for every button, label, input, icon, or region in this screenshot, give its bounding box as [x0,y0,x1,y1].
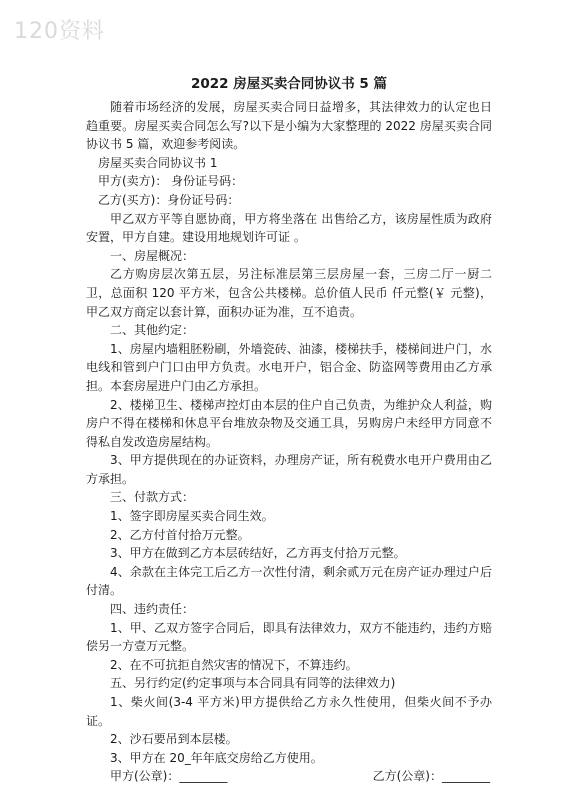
section-2-item-3: 3、甲方提供现在的办证资料，办理房产证，所有税费水电开户费用由乙方承担。 [86,453,492,486]
party-b-line: 乙方(买方)：身份证号码： [98,192,240,207]
section-3-item-3: 3、甲方在做到乙方本层砖结好，乙方再支付拾万元整。 [110,546,406,561]
section-4-item-2: 2、在不可抗拒自然灾害的情况下，不算违约。 [110,657,358,672]
section-5-item-3: 3、甲方在 20_年年底交房给乙方使用。 [110,750,323,765]
section-4-heading: 四、违约责任： [110,602,195,617]
section-5-heading: 五、另行约定(约定事项与本合同具有同等的法律效力) [110,676,396,691]
section-4-item-1: 1、甲、乙双方签字合同后，即具有法律效力，双方不能违约，违约方赔偿另一方壹万元整。 [86,620,492,654]
document-title: 2022 房屋买卖合同协议书 5 篇 [190,76,388,92]
section-3-item-1: 1、签字即房屋买卖合同生效。 [110,509,274,524]
watermark: 120资料 [14,19,105,44]
section-3-item-2: 2、乙方付首付拾万元整。 [110,527,250,542]
section-2-item-1: 1、房屋内墙粗胚粉刷，外墙瓷砖、油漆，楼梯扶手，楼梯间进户门，水电线和管到户门口由甲方负责。水电开户，铝合金、防盗网等费用由乙方承担。本套房屋进户门由乙方承担。 [86,341,492,393]
section-2-heading: 二、其他约定： [110,323,195,338]
section-3-item-4: 4、余款在主体完工后乙方一次性付清，剩余贰万元在房产证办理过户后付清。 [86,564,492,598]
section-5-item-1: 1、柴火间(3-4 平方米)甲方提供给乙方永久性使用，但柴火间不予办证。 [86,695,492,728]
section-2-item-2: 2、楼梯卫生、楼梯声控灯由本层的住户自己负责，为维护众人利益，购房户不得在楼梯和休息平台堆放杂物及交通工具，另购房户未经甲方同意不得私自发改造房屋结构。 [86,397,492,449]
party-b-signature: 乙方(公章)：________ [372,769,490,784]
section-1-paragraph: 乙方购房层次第五层，另注标准层第三层房屋一套，三房二厅一厨二卫，总面积 120 平方米，包含公共楼梯。总价值人民币 仟元整(￥ 元整)，甲乙双方商定以套计算，面积办证为准，互不追责。 [86,267,492,319]
document-body [86,98,492,786]
signature-row [86,767,492,786]
section-1-heading: 一、房屋概况： [110,248,195,263]
section-3-heading: 三、付款方式： [110,490,195,505]
contract-title: 房屋买卖合同协议书 1 [98,155,218,170]
party-a-line: 甲方(卖方)： 身份证号码： [98,174,244,189]
section-5-item-2: 2、沙石要吊到本层楼。 [110,732,238,747]
party-a-signature: 甲方(公章)：________ [110,769,228,784]
intro-paragraph: 随着市场经济的发展，房屋买卖合同日益增多，其法律效力的认定也日趋重要。房屋买卖合同怎么写?以下是小编为大家整理的 2022 房屋买卖合同协议书 5 篇，欢迎参考阅读。 [86,100,492,152]
agreement-paragraph: 甲乙双方平等自愿协商，甲方将坐落在 出售给乙方，该房屋性质为政府安置，甲方自建。建设用地规划许可证 。 [86,211,492,245]
